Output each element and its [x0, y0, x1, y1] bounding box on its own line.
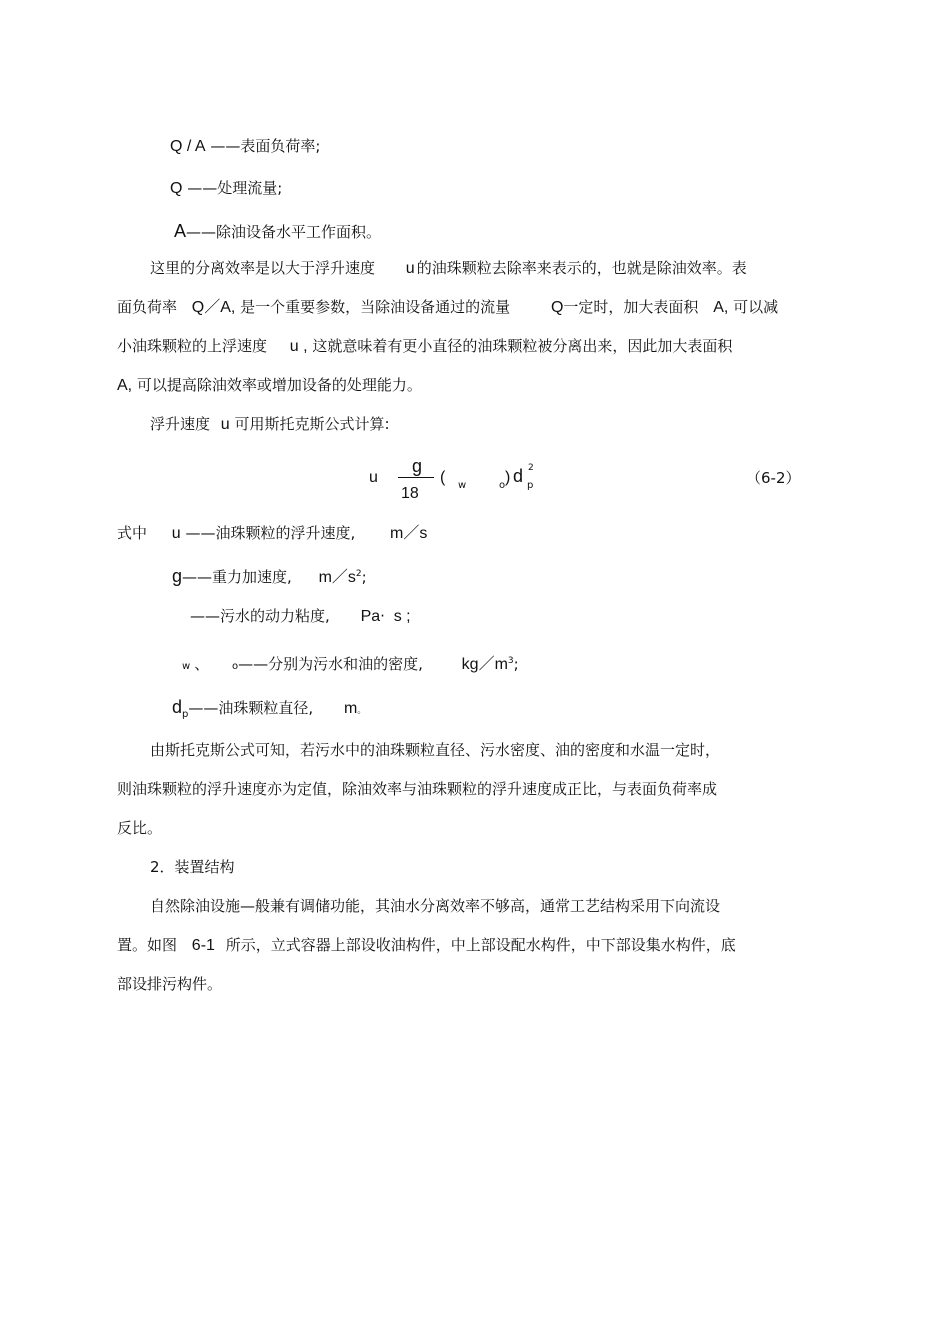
text: 所示，立式容器上部设收油构件，中上部设配水构件，中下部设集水构件，底 [225, 936, 736, 954]
formula-rparen: ) [505, 469, 511, 486]
text-shizhong: 式中 [117, 524, 148, 542]
formula-numerator-g: g [412, 456, 423, 476]
punct: ; [513, 655, 519, 673]
sub-w: w [182, 661, 191, 672]
para4-line1: 自然除油设施—般兼有调储功能，其油水分离效率不够高，通常工艺结构采用下向流设 [150, 897, 721, 915]
text: 的油珠颗粒去除率来表示的，也就是除油效率。表 [416, 259, 747, 277]
formula-sub-p: p [527, 480, 534, 491]
stokes-formula [0, 0, 950, 520]
dash: —— [187, 179, 218, 197]
unit-sup: 3 [507, 656, 514, 666]
definition-text: 表面负荷率; [240, 137, 321, 155]
symbol-g: g [172, 566, 183, 586]
para4-line3: 部设排污构件。 [117, 975, 223, 993]
definition-mu [190, 606, 411, 627]
unit: kg／m [461, 656, 508, 673]
unit-s: s ; [393, 608, 411, 625]
definition-text: ——油珠颗粒的浮升速度, [185, 524, 356, 542]
text: 是一个重要参数，当除油设备通过的流量 [240, 298, 511, 316]
text: 这就意味着有更小直径的油珠颗粒被分离出来，因此加大表面积 [312, 337, 733, 355]
para3-line3: 反比。 [117, 819, 163, 837]
definition-text: ——重力加速度, [182, 568, 292, 586]
punct: ; [361, 568, 367, 586]
definition-text: 处理流量; [217, 179, 283, 197]
figure-ref: 6-1 [191, 937, 215, 954]
formula-lparen: ( [440, 469, 446, 486]
separator: 、 [194, 655, 210, 673]
sub-p: p [182, 709, 189, 720]
definition-dp [172, 697, 366, 725]
text: 面负荷率 [117, 298, 178, 316]
text: 一定时，加大表面积 [563, 298, 699, 316]
symbol-d: d [172, 697, 183, 717]
formula-denominator: 18 [401, 485, 419, 502]
formula-u: u [369, 469, 378, 486]
text: 浮升速度 [150, 415, 211, 433]
definition-text: ——分别为污水和油的密度, [238, 655, 423, 673]
symbol-u: u [405, 260, 415, 277]
text: 可以减 [733, 298, 779, 316]
symbol-a: A [174, 221, 187, 241]
text: 小油珠颗粒的上浮速度 [117, 337, 268, 355]
fraction-bar [398, 477, 434, 478]
symbol-q: Q [550, 299, 564, 316]
formula-sup-2: 2 [528, 463, 534, 473]
definition-g [172, 564, 367, 588]
symbol-q: Q [170, 180, 183, 197]
definition-text: ——油珠颗粒直径, [188, 699, 314, 717]
sub-o: o [231, 661, 239, 672]
text: 可用斯托克斯公式计算: [234, 415, 390, 433]
para3-line2: 则油珠颗粒的浮升速度亦为定值，除油效率与油珠颗粒的浮升速度成正比，与表面负荷率成 [117, 780, 718, 798]
symbol-q-over-a: Q / A [170, 138, 206, 155]
symbol-a: A, [713, 299, 729, 316]
section-heading: 2．装置结构 [150, 858, 235, 876]
symbol-u: u , [289, 338, 308, 355]
symbol-a: A, [117, 377, 133, 394]
symbol-u: u [171, 525, 181, 542]
dash: —— [210, 137, 241, 155]
unit-dot: · [380, 607, 385, 625]
definition-rho [182, 651, 519, 677]
unit: m [343, 700, 358, 717]
para3-line1: 由斯托克斯公式可知，若污水中的油珠颗粒直径、污水密度、油的密度和水温一定时， [150, 741, 721, 759]
unit-sup: 2 [355, 569, 362, 579]
unit: m／s [318, 569, 356, 586]
formula-sub-o: o [499, 480, 506, 491]
text: 这里的分离效率是以大于浮升速度 [150, 259, 376, 277]
definition-u [117, 523, 427, 544]
equation-number: （6-2） [746, 469, 801, 487]
formula-sub-w: w [458, 480, 467, 491]
symbol-q-over-a: Q／A, [191, 299, 236, 316]
dash: —— [186, 223, 217, 241]
unit: m／s [390, 525, 428, 542]
definition-text: ——污水的动力粘度, [190, 607, 330, 625]
symbol-u: u [220, 416, 230, 433]
formula-d: d [513, 466, 524, 486]
unit-pa: Pa [360, 608, 381, 625]
para4-line2 [117, 935, 736, 956]
text: 置。如图 [117, 936, 178, 954]
definition-text: 除油设备水平工作面积。 [216, 223, 382, 241]
text: 可以提高除油效率或增加设备的处理能力。 [136, 376, 422, 394]
punct: 。 [357, 706, 367, 716]
